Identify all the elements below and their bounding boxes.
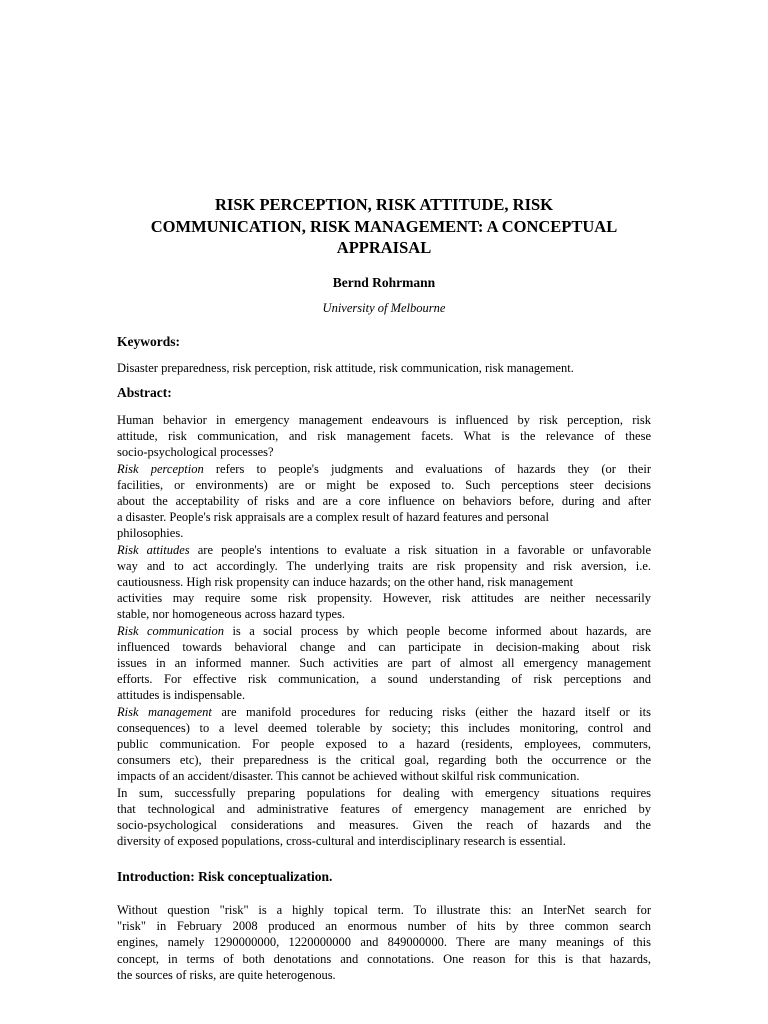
introduction-body: [117, 902, 651, 983]
author-name: Bernd Rohrmann: [332, 275, 436, 290]
title-line: RISK PERCEPTION, RISK ATTITUDE, RISK: [214, 195, 554, 214]
risk-communication-term: Risk communication: [117, 623, 225, 638]
intro-line: "risk" in February 2008 produced an enormous number of hits by three common search: [117, 919, 651, 934]
intro-line: engines, namely 1290000000, 1220000000 and 849000000. There are many meanings of this: [117, 935, 651, 950]
risk-management-term: Risk management: [117, 704, 212, 719]
abstract-line: cautiousness. High risk propensity can induce hazards; on the other hand, risk management: [117, 575, 574, 590]
title-line: APPRAISAL: [336, 238, 432, 257]
abstract-line: impacts of an accident/disaster. This cannot be achieved without skilful risk communication.: [117, 769, 580, 784]
introduction-heading: Introduction: Risk conceptualization.: [117, 869, 333, 884]
abstract-line: efforts. For effective risk communication, a sound understanding of risk perceptions and: [117, 672, 651, 687]
abstract-line: attitudes is indispensable.: [117, 688, 246, 703]
risk-perception-term: Risk perception: [117, 461, 204, 476]
abstract-line: about the acceptability of risks and are a core influence on behaviors before, during and after: [117, 494, 651, 509]
abstract-line: a disaster. People's risk appraisals are a complex result of hazard features and personal: [117, 510, 549, 525]
abstract-line: In sum, successfully preparing populations for dealing with emergency situations requires: [117, 785, 651, 800]
abstract-line: consequences) to a level deemed tolerable by society; this includes monitoring, control and: [117, 720, 651, 735]
abstract-line: stable, nor homogeneous across hazard types.: [117, 607, 346, 622]
abstract-line: Risk perception refers to people's judgments and evaluations of hazards they (or their: [117, 461, 651, 476]
abstract-line: diversity of exposed populations, cross-cultural and interdisciplinary research is essential.: [117, 834, 566, 849]
abstract-heading: Abstract:: [117, 385, 172, 400]
abstract-line: philosophies.: [117, 526, 184, 541]
risk-attitudes-term: Risk attitudes: [117, 542, 190, 557]
abstract-line: that technological and administrative features of emergency management are enriched by: [117, 801, 651, 816]
abstract-line: influenced towards behavioral change and can participate in decision-making about risk: [117, 639, 651, 654]
author-affiliation: University of Melbourne: [322, 301, 446, 315]
keywords-heading: Keywords:: [117, 334, 180, 349]
intro-line: concept, in terms of both denotations and connotations. One reason for this is that hazards,: [117, 951, 651, 966]
abstract-body: [117, 412, 651, 849]
abstract-line: consumers etc), their preparedness is the critical goal, regarding both the occurrence or the: [117, 753, 651, 768]
abstract-line: Human behavior in emergency management endeavours is influenced by risk perception, risk: [117, 413, 651, 427]
abstract-line: attitude, risk communication, and risk management facets. What is the relevance of these: [117, 429, 651, 444]
abstract-line: facilities, or environments) are or might be exposed to. Such perceptions steer decisions: [117, 477, 651, 492]
paper-title: [100, 194, 668, 259]
abstract-line: issues in an informed manner. Such activities are part of almost all emergency management: [117, 656, 651, 671]
abstract-line: socio-psychological considerations and measures. Given the reach of hazards and the: [117, 818, 651, 833]
intro-line: Without question "risk" is a highly topical term. To illustrate this: an InterNet search for: [117, 903, 651, 917]
abstract-line: Risk attitudes are people's intentions to evaluate a risk situation in a favorable or unfavorable: [117, 542, 652, 557]
title-line: COMMUNICATION, RISK MANAGEMENT: A CONCEPTUAL: [150, 216, 618, 236]
abstract-line: way and to act accordingly. The underlying traits are risk propensity and risk aversion, i.e.: [117, 558, 651, 573]
abstract-line: public communication. For people exposed to a hazard (residents, employees, commuters,: [117, 737, 651, 752]
abstract-line: Risk management are manifold procedures for reducing risks (either the hazard itself or its: [117, 704, 651, 719]
abstract-line: Risk communication is a social process by which people become informed about hazards, are: [117, 623, 651, 638]
abstract-line: socio-psychological processes?: [117, 445, 274, 460]
abstract-line: activities may require some risk propensity. However, risk attitudes are neither necessarily: [117, 591, 651, 606]
intro-line: the sources of risks, are quite heterogenous.: [117, 967, 336, 982]
keywords-text: Disaster preparedness, risk perception, risk attitude, risk communication, risk management.: [117, 361, 574, 375]
